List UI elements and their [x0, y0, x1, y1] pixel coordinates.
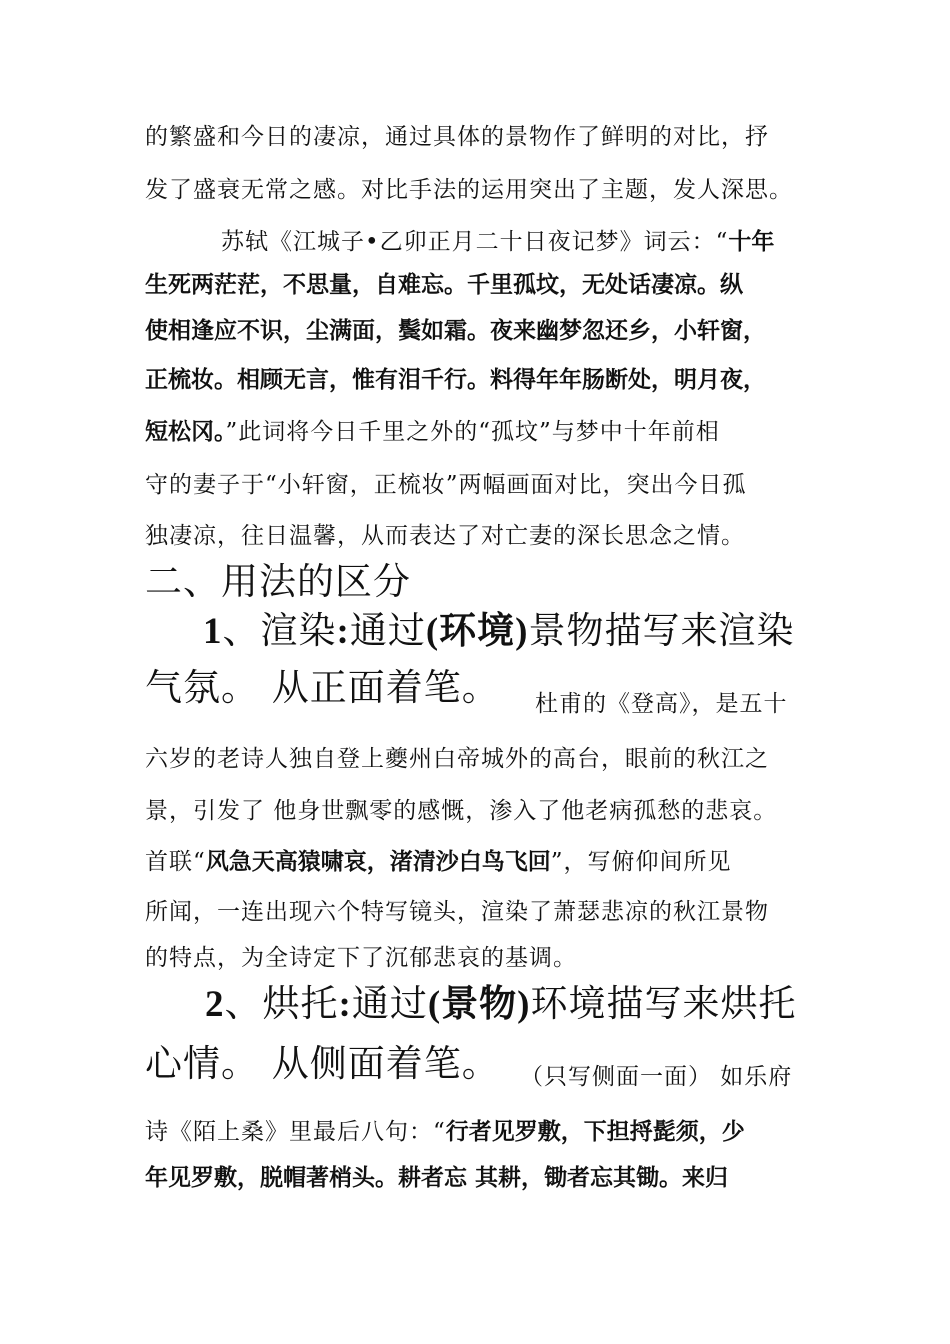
text: 诗《陌上桑》里最后八句：“ [145, 1119, 446, 1145]
item-number: 1 [203, 611, 223, 652]
colon: : [336, 611, 350, 652]
paren-text: (景物) [427, 984, 531, 1025]
item-number: 2 [205, 984, 225, 1025]
paragraph-line: 守的妻子于“小轩窗，正梳妆”两幅画面对比，突出今日孤 [145, 472, 747, 498]
poem-line: 正梳妆。相顾无言，惟有泪千行。料得年年肠断处，明月夜， [145, 367, 766, 393]
poem-line: 年见罗敷，脱帽著梢头。耕者忘 其耕，锄者忘其锄。来归 [145, 1165, 729, 1191]
paragraph-line: 独凄凉，往日温馨，从而表达了对亡妻的深长思念之情。 [145, 523, 745, 549]
item-title: 景物描写来渲染 [528, 609, 795, 652]
item-heading [205, 973, 796, 1027]
paragraph-line [221, 223, 774, 256]
section-heading: 二、用法的区分 [145, 560, 411, 603]
poem-text: 行者见罗敷，下担捋髭须，少 [445, 1119, 745, 1145]
paragraph-line: 的繁盛和今日的凄凉，通过具体的景物作了鲜明的对比，抒 [145, 124, 769, 150]
item-heading-line: 心情。 从侧面着笔。 [145, 1042, 500, 1085]
paragraph-line [145, 1113, 745, 1146]
paragraph-line: 的特点，为全诗定下了沉郁悲哀的基调。 [145, 945, 577, 971]
item-title: 、烘托 [224, 982, 339, 1025]
paragraph-line: 六岁的老诗人独自登上夔州白帝城外的高台，眼前的秋江之 [145, 746, 769, 772]
item-title: 、渲染 [222, 609, 337, 652]
poem-text: 风急天高猿啸哀，渚清沙白鸟飞回 [205, 849, 551, 875]
poem-text: 十年 [728, 229, 775, 255]
item-title: 通过 [351, 982, 428, 1025]
commentary-text: ”此词将今日千里之外的“孤坟”与梦中十年前相 [225, 419, 720, 445]
paragraph-line: （只写侧面一面） 如乐府 [520, 1064, 793, 1090]
intro-text: 苏轼《江城子•乙卯正月二十日夜记梦》词云：“ [221, 229, 729, 255]
item-heading [203, 600, 794, 654]
colon: : [338, 984, 352, 1025]
item-title: 通过 [349, 609, 426, 652]
paragraph-line: 所闻，一连出现六个特写镜头，渲染了萧瑟悲凉的秋江景物 [145, 899, 769, 925]
poem-line: 生死两茫茫，不思量，自难忘。千里孤坟，无处话凄凉。纵 [145, 272, 743, 298]
text: ”，写俯仰间所见 [550, 849, 732, 875]
text: 首联“ [145, 849, 206, 875]
poem-text: 短松冈。 [145, 419, 226, 445]
paragraph-line [145, 843, 732, 876]
poem-line: 使相逢应不识，尘满面，鬓如霜。夜来幽梦忽还乡，小轩窗， [145, 318, 766, 344]
paragraph-line: 发了盛衰无常之感。对比手法的运用突出了主题，发人深思。 [145, 177, 793, 203]
paragraph-line: 杜甫的《登高》，是五十 [535, 691, 788, 717]
paragraph-line [145, 413, 720, 446]
item-heading-line: 气氛。 从正面着笔。 [145, 666, 500, 709]
paren-text: (环境) [425, 611, 529, 652]
item-title: 环境描写来烘托 [530, 982, 797, 1025]
paragraph-line: 景，引发了 他身世飘零的感慨，渗入了他老病孤愁的悲哀。 [145, 798, 778, 824]
